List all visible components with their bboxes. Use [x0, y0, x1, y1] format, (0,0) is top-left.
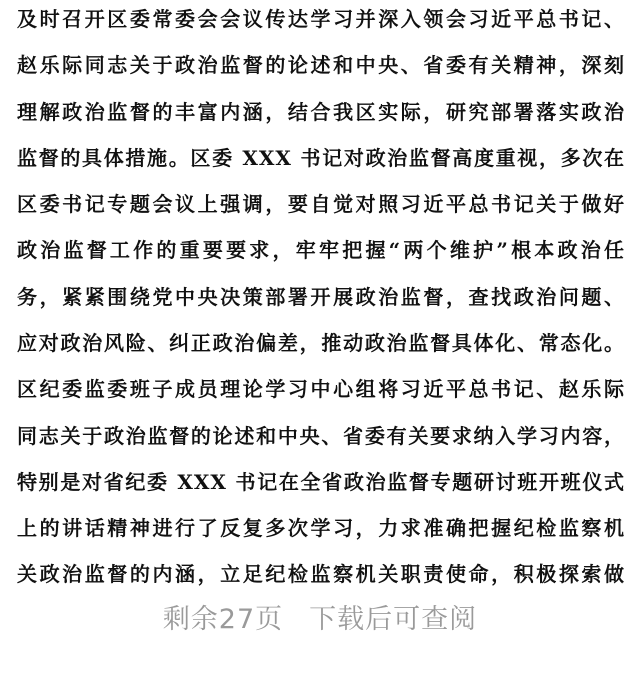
text-line: 及时召开区委常委会会议传达学习并深入领会习近平总书记、 — [17, 7, 625, 31]
download-to-view-label[interactable]: 下载后可查阅 — [309, 604, 478, 635]
text-line: 理解政治监督的丰富内涵，结合我区实际，研究部署落实政治 — [17, 100, 625, 124]
text-line: 上的讲话精神进行了反复多次学习，力求准确把握纪检监察机 — [17, 516, 625, 540]
text-line: 赵乐际同志关于政治监督的论述和中央、省委有关精神，深刻 — [17, 53, 625, 77]
text-line: 特别是对省纪委 XXX 书记在全省政治监督专题研讨班开班仪式 — [17, 470, 625, 494]
text-line: 区委书记专题会议上强调，要自觉对照习近平总书记关于做好 — [17, 192, 625, 216]
text-line: 监督的具体措施。区委 XXX 书记对政治监督高度重视，多次在 — [17, 146, 625, 170]
text-line: 区纪委监委班子成员理论学习中心组将习近平总书记、赵乐际 — [17, 377, 625, 401]
text-line: 关政治监督的内涵，立足纪检监察机关职责使命，积极探索做 — [17, 562, 625, 586]
download-prompt[interactable] — [0, 600, 640, 640]
remaining-pages-label: 剩余27页 — [162, 604, 284, 635]
text-line: 应对政治风险、纠正政治偏差，推动政治监督具体化、常态化。 — [17, 331, 625, 355]
text-line: 务，紧紧围绕党中央决策部署开展政治监督，查找政治问题、 — [17, 285, 625, 309]
text-line: 政治监督工作的重要要求，牢牢把握“两个维护”根本政治任 — [17, 238, 625, 262]
text-line: 同志关于政治监督的论述和中央、省委有关要求纳入学习内容， — [17, 424, 625, 448]
